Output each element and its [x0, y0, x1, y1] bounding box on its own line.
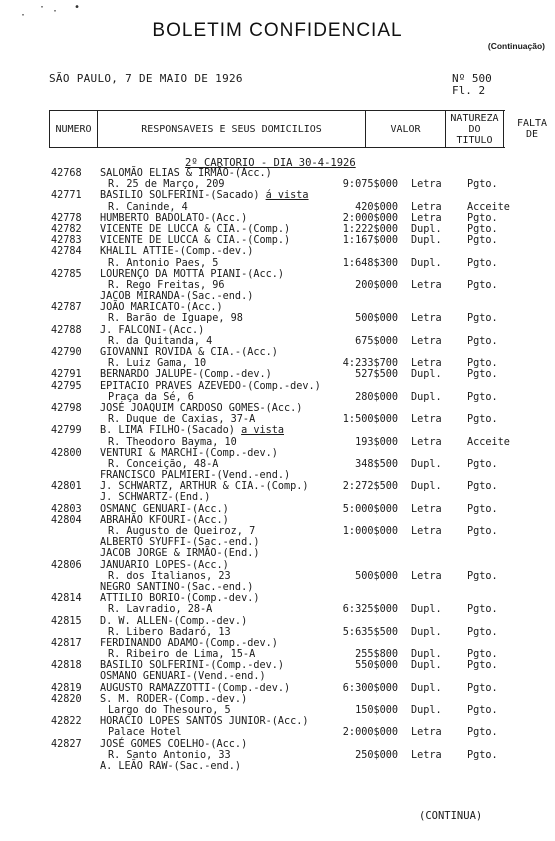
row-description: R. Lavradio, 28-A	[108, 604, 213, 616]
row-description: VICENTE DE LUCCA & CIA.-(Comp.)	[100, 223, 291, 235]
row-number: 42820	[51, 693, 82, 705]
row-nature: Letra	[411, 179, 442, 191]
row-fault: Pgto.	[467, 570, 498, 582]
row-description: R. Barão de Iguape, 98	[108, 313, 243, 325]
row-fault: Pgto.	[467, 503, 498, 515]
row-description: R. Rego Freitas, 96	[108, 279, 225, 291]
table-row	[0, 325, 555, 336]
row-fault: Pgto.	[467, 179, 498, 191]
row-nature: Dupl.	[411, 660, 442, 672]
table-row	[0, 492, 555, 503]
table-row	[0, 560, 555, 571]
continuation-label: (Continuação)	[487, 41, 545, 51]
row-nature: Letra	[411, 335, 442, 347]
row-description: JOSÉ JOAQUIM CARDOSO GOMES-(Acc.)	[100, 402, 303, 414]
table-row	[0, 481, 555, 492]
table-row	[0, 369, 555, 380]
row-number: 42804	[51, 514, 82, 526]
row-number: 42783	[51, 235, 82, 247]
row-fault: Pgto.	[467, 526, 498, 537]
row-value: 9:075$000	[342, 179, 398, 191]
row-nature: Letra	[411, 414, 442, 426]
table-row	[0, 381, 555, 392]
row-description: KHALIL ATTIE-(Comp.-dev.)	[100, 246, 254, 258]
row-description: HUMBERTO BADOLATO-(Acc.)	[100, 212, 248, 224]
row-value: 200$000	[355, 279, 398, 291]
row-nature: Letra	[411, 212, 442, 224]
header-numero: NUMERO	[50, 111, 98, 147]
row-description: R. Conceição, 48-A	[108, 458, 219, 470]
row-fault: Pgto.	[467, 279, 498, 291]
row-fault: Pgto.	[467, 604, 498, 616]
row-description: BASILIO SOLFERINI-(Sacado) á vista	[100, 190, 309, 202]
row-description: LOURENÇO DA MOTTA PIANI-(Acc.)	[100, 268, 285, 280]
row-nature: Letra	[411, 727, 442, 739]
row-value: 4:233$700	[342, 358, 398, 370]
table-row	[0, 403, 555, 414]
table-row	[0, 336, 555, 347]
row-description: D. W. ALLEN-(Comp.-dev.)	[100, 615, 248, 627]
row-nature: Letra	[411, 201, 442, 213]
row-description: J. SCHWARTZ, ARTHUR & CIA.-(Comp.)	[100, 481, 309, 493]
section-heading: 2º CARTORIO - DIA 30-4-1926	[185, 157, 356, 169]
row-fault: Pgto.	[467, 660, 498, 672]
table-row	[0, 750, 555, 761]
row-value: 193$000	[355, 436, 398, 448]
row-number: 42785	[51, 268, 82, 280]
row-number: 42819	[51, 682, 82, 694]
row-terms: á vista	[265, 190, 309, 202]
table-row	[0, 660, 555, 671]
row-description: ATTILIO BORIO-(Comp.-dev.)	[100, 593, 260, 605]
table-row	[0, 235, 555, 246]
header-natureza-line2: DO	[468, 123, 481, 135]
row-description: J. FALCONI-(Acc.)	[100, 324, 205, 336]
scan-mark: ·	[39, 2, 46, 13]
table-row	[0, 649, 555, 660]
row-fault: Pgto.	[467, 682, 498, 694]
row-description: EPITACIO PRAVES AZEVEDO-(Comp.-dev.)	[100, 380, 321, 392]
table-row	[0, 526, 555, 537]
table-row	[0, 604, 555, 615]
row-description: FRANCISCO PALMIERI-(Vend.-end.)	[100, 470, 291, 482]
row-number: 42806	[51, 559, 82, 571]
row-fault: Pgto.	[467, 414, 498, 426]
table-row	[0, 515, 555, 526]
row-fault: Pgto.	[467, 313, 498, 325]
header-natureza	[446, 111, 504, 147]
row-value: 1:222$000	[342, 223, 398, 235]
row-nature: Dupl.	[411, 458, 442, 470]
row-nature: Dupl.	[411, 682, 442, 694]
row-fault: Acceite	[467, 436, 510, 448]
row-nature: Dupl.	[411, 257, 442, 269]
row-value: 1:648$300	[342, 257, 398, 269]
row-number: 42814	[51, 593, 82, 605]
row-fault: Pgto.	[467, 358, 498, 370]
row-description: JANUARIO LOPES-(Acc.)	[100, 559, 229, 571]
row-description: ALBERTO SYUFFI-(Sac.-end.)	[100, 537, 260, 549]
row-description: ABRAHÃO KFOURI-(Acc.)	[100, 514, 229, 526]
table-row	[0, 425, 555, 436]
row-number: 42798	[51, 402, 82, 414]
row-nature: Letra	[411, 749, 442, 761]
table-row	[0, 716, 555, 727]
table-header	[49, 110, 548, 148]
table-row	[0, 571, 555, 582]
row-description: R. Libero Badaró, 13	[108, 626, 231, 638]
row-number: 42801	[51, 481, 82, 493]
table-row	[0, 448, 555, 459]
table-row	[0, 280, 555, 291]
scan-mark: ·	[52, 6, 59, 17]
row-nature: Dupl.	[411, 604, 442, 616]
row-description: R. dos Italianos, 23	[108, 570, 231, 582]
row-fault: Pgto.	[467, 235, 498, 247]
row-number: 42784	[51, 246, 82, 258]
row-number: 42790	[51, 347, 82, 358]
row-value: 348$500	[355, 458, 398, 470]
table-row	[0, 459, 555, 470]
row-fault: Pgto.	[467, 749, 498, 761]
row-description: Praça da Sé, 6	[108, 391, 194, 403]
table-row	[0, 269, 555, 280]
table-row	[0, 727, 555, 738]
row-number: 42815	[51, 615, 82, 627]
row-fault: Pgto.	[467, 223, 498, 235]
row-description: OSMANC GENUARI-(Acc.)	[100, 503, 229, 515]
header-valor: VALOR	[366, 111, 446, 147]
table-row	[0, 437, 555, 448]
row-value: 5:000$000	[342, 503, 398, 515]
table-row	[0, 548, 555, 559]
row-nature: Letra	[411, 313, 442, 325]
table-row	[0, 470, 555, 481]
row-number: 42822	[51, 716, 82, 728]
dateline: SÃO PAULO, 7 DE MAIO DE 1926	[49, 72, 243, 85]
row-number: 42782	[51, 223, 82, 235]
row-nature: Dupl.	[411, 705, 442, 716]
row-number: 42817	[51, 637, 82, 649]
row-description: R. Santo Antonio, 33	[108, 749, 231, 761]
table-row	[0, 313, 555, 324]
row-description: GIOVANNI ROVIDA & CIA.-(Acc.)	[100, 347, 278, 358]
table-row	[0, 694, 555, 705]
table-row	[0, 246, 555, 257]
row-value: 527$500	[355, 369, 398, 381]
row-value: 675$000	[355, 335, 398, 347]
row-description: R. Duque de Caxias, 37-A	[108, 414, 256, 426]
table-row	[0, 190, 555, 201]
row-description: R. Augusto de Queiroz, 7	[108, 526, 256, 537]
scan-mark: •	[74, 2, 81, 13]
row-description: JACOB MIRANDA-(Sac.-end.)	[100, 291, 254, 303]
row-description: Largo do Thesouro, 5	[108, 705, 231, 716]
table-row	[0, 347, 555, 358]
row-value: 1:500$000	[342, 414, 398, 426]
row-value: 150$000	[355, 705, 398, 716]
row-description: R. da Quitanda, 4	[108, 335, 213, 347]
row-number: 42818	[51, 660, 82, 672]
row-nature: Letra	[411, 526, 442, 537]
row-description: BASILIO SOLFERINI-(Comp.-dev.)	[100, 660, 285, 672]
row-description: R. Luiz Gama, 10	[108, 358, 207, 370]
row-fault: Pgto.	[467, 369, 498, 381]
row-number: 42778	[51, 212, 82, 224]
row-value: 420$000	[355, 201, 398, 213]
table-row	[0, 168, 555, 179]
header-natureza-line1: NATUREZA	[450, 112, 499, 124]
header-natureza-line3: TITULO	[456, 134, 493, 146]
row-nature: Letra	[411, 503, 442, 515]
row-fault: Pgto.	[467, 257, 498, 269]
table-row	[0, 638, 555, 649]
row-description: BERNARDO JALUPE-(Comp.-dev.)	[100, 369, 272, 381]
table-row	[0, 616, 555, 627]
row-description: AUGUSTO RAMAZZOTTI-(Comp.-dev.)	[100, 682, 291, 694]
table-row	[0, 627, 555, 638]
row-description: HORACIO LOPES SANTOS JUNIOR-(Acc.)	[100, 716, 309, 728]
row-description: NEGRO SANTINO-(Sac.-end.)	[100, 581, 254, 593]
row-description: VENTURI & MARCHI-(Comp.-dev.)	[100, 447, 278, 459]
row-nature: Dupl.	[411, 481, 442, 493]
row-value: 250$000	[355, 749, 398, 761]
row-fault: Pgto.	[467, 626, 498, 638]
table-row	[0, 179, 555, 190]
row-nature: Letra	[411, 570, 442, 582]
row-fault: Pgto.	[467, 335, 498, 347]
row-description: JOÃO MARICATO-(Acc.)	[100, 302, 223, 314]
row-description: B. LIMA FILHO-(Sacado) a vista	[100, 425, 285, 437]
row-description: Palace Hotel	[108, 727, 182, 739]
table-row	[0, 291, 555, 302]
table-row	[0, 202, 555, 213]
row-nature: Dupl.	[411, 626, 442, 638]
row-number: 42787	[51, 302, 82, 314]
row-value: 2:000$000	[342, 212, 398, 224]
table-row	[0, 593, 555, 604]
row-nature: Dupl.	[411, 391, 442, 403]
row-description: VICENTE DE LUCCA & CIA.-(Comp.)	[100, 235, 291, 247]
row-description: J. SCHWARTZ-(End.)	[100, 492, 211, 504]
row-nature: Dupl.	[411, 649, 442, 661]
table-row	[0, 302, 555, 313]
row-description: S. M. RODER-(Comp.-dev.)	[100, 693, 248, 705]
table-row	[0, 358, 555, 369]
row-fault: Pgto.	[467, 212, 498, 224]
table-row	[0, 683, 555, 694]
row-number: 42791	[51, 369, 82, 381]
row-nature: Dupl.	[411, 369, 442, 381]
row-fault: Pgto.	[467, 705, 498, 716]
table-body	[0, 168, 555, 772]
row-description: OSMANO GENUARI-(Vend.-end.)	[100, 671, 266, 683]
table-row	[0, 258, 555, 269]
row-number: 42771	[51, 190, 82, 202]
row-number: 42827	[51, 738, 82, 750]
table-row	[0, 739, 555, 750]
row-description: JACOB JORGE & IRMÃO-(End.)	[100, 548, 260, 560]
table-row	[0, 582, 555, 593]
header-falta: FALTA DE	[516, 118, 548, 140]
row-terms: a vista	[241, 425, 285, 437]
row-nature: Dupl.	[411, 235, 442, 247]
row-fault: Acceite	[467, 201, 510, 213]
row-fault: Pgto.	[467, 391, 498, 403]
table-row	[0, 671, 555, 682]
row-nature: Dupl.	[411, 223, 442, 235]
row-description: FERDINANDO ADAMO-(Comp.-dev.)	[100, 637, 278, 649]
row-value: 1:167$000	[342, 235, 398, 247]
row-number: 42795	[51, 380, 82, 392]
table-row	[0, 705, 555, 716]
row-number: 42800	[51, 447, 82, 459]
row-value: 500$000	[355, 570, 398, 582]
row-fault: Pgto.	[467, 458, 498, 470]
scan-mark: ·	[20, 10, 27, 21]
row-number: 42803	[51, 503, 82, 515]
row-description: R. Caninde, 4	[108, 201, 188, 213]
row-description: A. LEÃO RAW-(Sac.-end.)	[100, 760, 242, 772]
row-number: 42768	[51, 168, 82, 179]
table-row	[0, 392, 555, 403]
row-value: 2:272$500	[342, 481, 398, 493]
row-nature: Letra	[411, 279, 442, 291]
row-value: 550$000	[355, 660, 398, 672]
row-fault: Pgto.	[467, 481, 498, 493]
row-value: 280$000	[355, 391, 398, 403]
row-nature: Letra	[411, 358, 442, 370]
row-value: 5:635$500	[342, 626, 398, 638]
document-title: BOLETIM CONFIDENCIAL	[152, 20, 403, 41]
row-description: SALOMÃO ELIAS & IRMÃO-(Acc.)	[100, 168, 272, 179]
bulletin-number: Nº 500	[452, 72, 492, 85]
table-row	[0, 213, 555, 224]
row-description: JOSÉ GOMES COELHO-(Acc.)	[100, 738, 248, 750]
row-value: 6:300$000	[342, 682, 398, 694]
row-number: 42799	[51, 425, 82, 437]
row-value: 2:000$000	[342, 727, 398, 739]
row-fault: Pgto.	[467, 727, 498, 739]
row-description: R. Antonio Paes, 5	[108, 257, 219, 269]
table-row	[0, 504, 555, 515]
table-row	[0, 414, 555, 425]
row-fault: Pgto.	[467, 649, 498, 661]
table-row	[0, 761, 555, 772]
continua-label: (CONTINUA)	[419, 810, 483, 822]
table-row	[0, 224, 555, 235]
table-row	[0, 537, 555, 548]
row-description: R. Ribeiro de Lima, 15-A	[108, 649, 256, 661]
row-value: 255$800	[355, 649, 398, 661]
row-description: R. Theodoro Bayma, 10	[108, 436, 237, 448]
row-value: 6:325$000	[342, 604, 398, 616]
row-value: 500$000	[355, 313, 398, 325]
row-value: 1:000$000	[342, 526, 398, 537]
row-description: R. 25 de Março, 209	[108, 179, 225, 191]
row-nature: Letra	[411, 436, 442, 448]
row-number: 42788	[51, 324, 82, 336]
header-responsaveis: RESPONSAVEIS E SEUS DOMICILIOS	[98, 111, 366, 147]
sheet-number: Fl. 2	[452, 84, 486, 97]
